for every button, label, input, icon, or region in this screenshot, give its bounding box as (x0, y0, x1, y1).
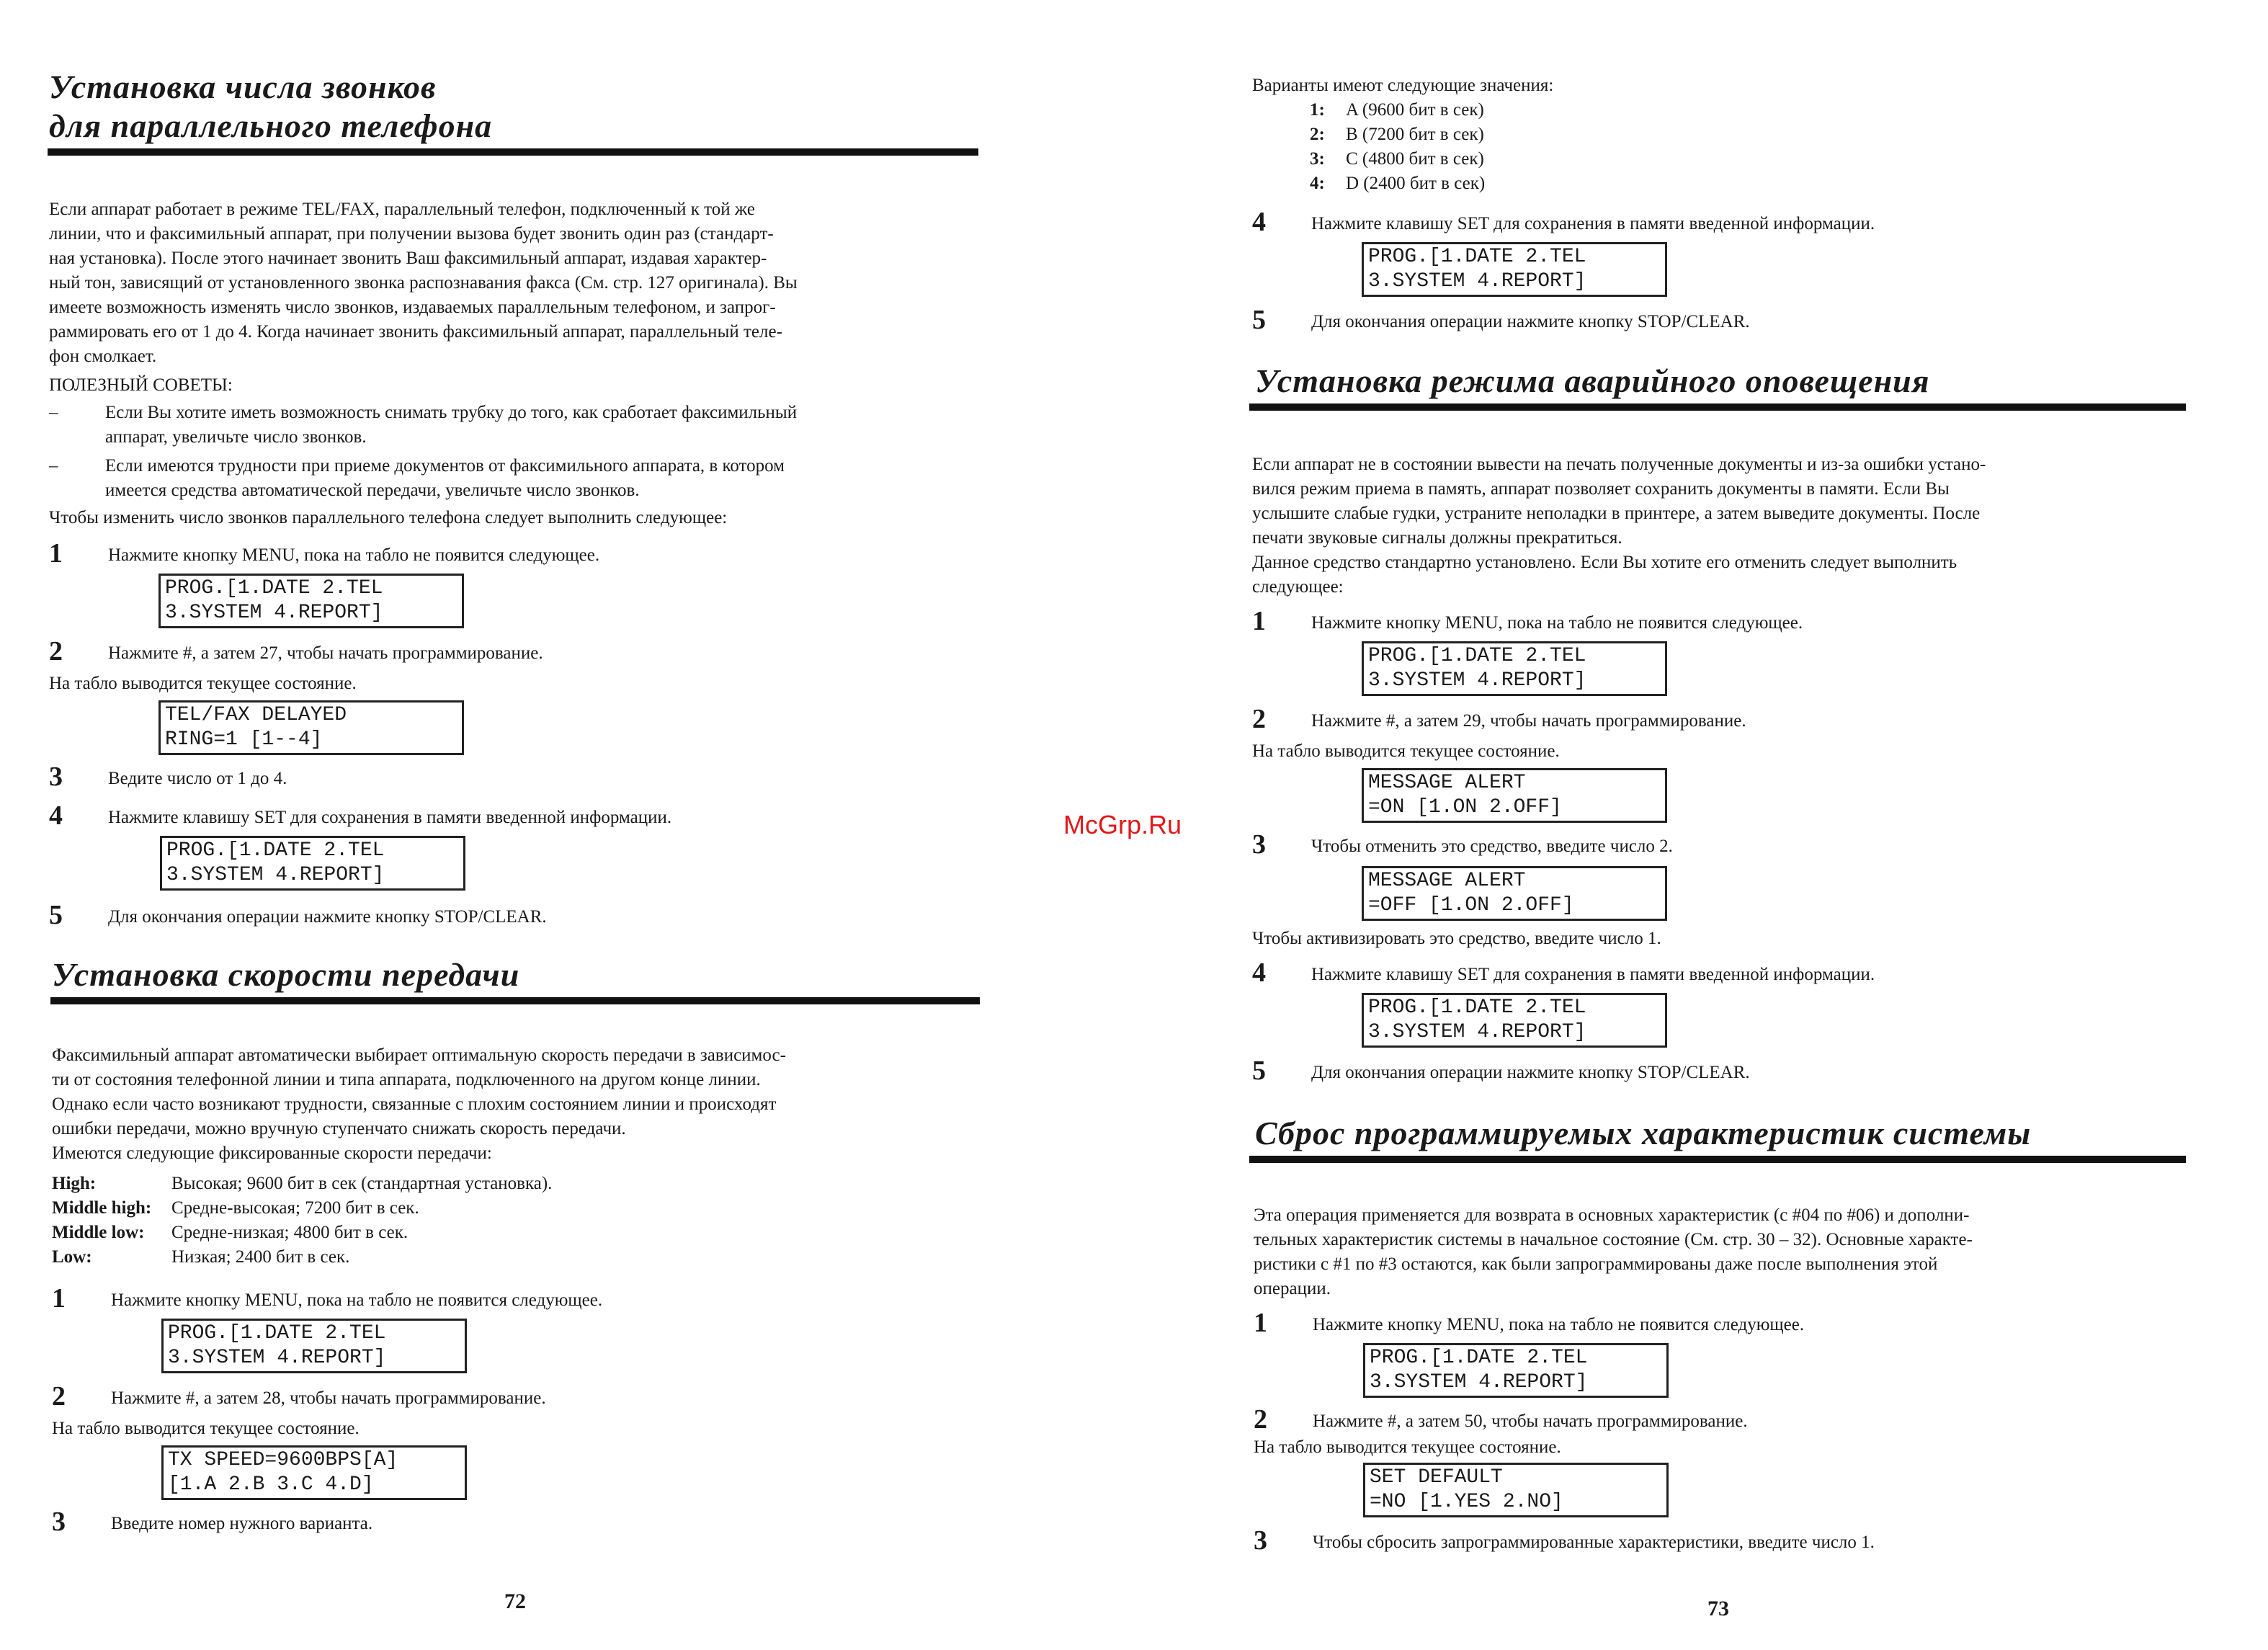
title-rule (50, 997, 980, 1004)
speed-key: High: (52, 1174, 97, 1193)
variant-key: 3: (1310, 149, 1325, 169)
step-text: Нажмите клавишу SET для сохранения в памяти введенной информации. (1311, 965, 1875, 984)
step-text: Нажмите #, а затем 27, чтобы начать программирование. (108, 643, 543, 663)
step-number: 3 (52, 1507, 66, 1537)
variant-key: 1: (1310, 100, 1325, 120)
step-number: 5 (1252, 305, 1266, 335)
alert-paragraph: Если аппарат не в состоянии вывести на печать полученные документы и из-за ошибки устано- вился режим приема в память, аппарат позволяет сохранить документы в памяти. Если Вы услышите слабые гудки, устраните неполадки в принтере, а затем выведите документы. После печати звуковые сигналы должны прекратиться. Данное средство стандартно установлено. Если Вы хотите его отменить следует выполнить следующее: (1252, 455, 1986, 597)
variant-value: C (4800 бит в сек) (1346, 149, 1484, 169)
title-rule (1249, 1156, 2186, 1163)
step-text: Нажмите #, а затем 50, чтобы начать программирование. (1313, 1412, 1748, 1431)
step-text: Нажмите клавишу SET для сохранения в памяти введенной информации. (1311, 214, 1875, 233)
step-text: Нажмите кнопку MENU, пока на табло не появится следующее. (111, 1290, 603, 1310)
section-title-rings-line2: для параллельного телефона (49, 107, 493, 144)
status-line: На табло выводится текущее состояние. (52, 1419, 360, 1438)
step-number: 4 (49, 801, 63, 831)
step-text: Для окончания операции нажмите кнопку STOP/CLEAR. (108, 907, 547, 927)
speed-value: Высокая; 9600 бит в сек (стандартная установка). (171, 1174, 553, 1193)
step-number: 1 (49, 538, 63, 568)
reset-paragraph: Эта операция применяется для возврата в основных характеристик (с #04 по #06) и дополни- тельных характеристик системы в начальное состояние (См. стр. 30 – 32). Основные характе- ристики с #1 по #3 остаются, как были запрограммированы даже после выполнения этой операции. (1254, 1205, 1973, 1298)
lcd-display: MESSAGE ALERT =OFF [1.ON 2.OFF] (1362, 866, 1667, 921)
step-text: Нажмите кнопку MENU, пока на табло не появится следующее. (1313, 1315, 1805, 1334)
status-line: На табло выводится текущее состояние. (1252, 741, 1560, 761)
activate-line: Чтобы активизировать это средство, введите число 1. (1252, 929, 1661, 948)
lcd-display: PROG.[1.DATE 2.TEL 3.SYSTEM 4.REPORT] (160, 836, 465, 891)
speed-paragraph: Факсимильный аппарат автоматически выбирает оптимальную скорость передачи в зависимос- ти от состояния телефонной линии и типа аппарата, подключенного на другом конце линии. Однако если часто возникают трудности, связанные с плохим состоянием линии и происходят ошибки передачи, можно вручную ступенчато снижать скорость передачи. Имеются следующие фиксированные скорости передачи: (52, 1045, 786, 1163)
speed-key: Middle high: (52, 1198, 152, 1218)
watermark: McGrp.Ru (1063, 810, 1182, 839)
speed-value: Низкая; 2400 бит в сек. (171, 1247, 350, 1267)
tip-item: Если Вы хотите иметь возможность снимать трубку до того, как сработает факсимильный аппарат, увеличьте число звонков. (105, 403, 798, 447)
speed-key: Middle low: (52, 1223, 145, 1242)
step-number: 2 (52, 1381, 66, 1412)
lcd-display: TEL/FAX DELAYED RING=1 [1--4] (159, 700, 464, 755)
lcd-display: MESSAGE ALERT =ON [1.ON 2.OFF] (1362, 768, 1667, 823)
step-text: Нажмите #, а затем 29, чтобы начать программирование. (1311, 711, 1746, 731)
step-text: Для окончания операции нажмите кнопку STOP/CLEAR. (1311, 312, 1750, 331)
step-number: 5 (1252, 1056, 1266, 1086)
section-title-alert: Установка режима аварийного оповещения (1255, 362, 1930, 399)
step-text: Введите номер нужного варианта. (111, 1514, 373, 1533)
title-rule (48, 148, 978, 156)
lcd-display: PROG.[1.DATE 2.TEL 3.SYSTEM 4.REPORT] (1362, 641, 1667, 696)
step-number: 1 (1254, 1308, 1267, 1338)
tip-dash: – (49, 403, 58, 422)
lcd-display: PROG.[1.DATE 2.TEL 3.SYSTEM 4.REPORT] (1362, 993, 1667, 1048)
title-rule (1249, 403, 2186, 411)
step-text: Нажмите #, а затем 28, чтобы начать программирование. (111, 1388, 546, 1408)
status-line: На табло выводится текущее состояние. (1254, 1437, 1561, 1457)
page-number: 72 (504, 1589, 526, 1613)
step-number: 1 (1252, 606, 1266, 636)
section-title-rings-line1: Установка числа звонков (49, 68, 437, 105)
right-page (1134, 0, 2268, 1650)
variant-key: 4: (1310, 174, 1325, 193)
lcd-display: PROG.[1.DATE 2.TEL 3.SYSTEM 4.REPORT] (1362, 242, 1667, 297)
tip-item: Если имеются трудности при приеме документов от факсимильного аппарата, в котором имеется средства автоматической передачи, увеличьте число звонков. (105, 456, 785, 500)
variant-value: B (7200 бит в сек) (1346, 125, 1484, 144)
intro-paragraph: Если аппарат работает в режиме TEL/FAX, параллельный телефон, подключенный к той же линии, что и факсимильный аппарат, при получении вызова будет звонить один раз (стандарт- ная установка). После этого начинает звонить Ваш факсимильный аппарат, издавая характер- ный тон, зависящий от установленного звонка распознавания факса (См. стр. 127 оригинала). Вы имеете возможность изменять число звонков, издаваемых параллельным телефоном, и запрог- раммировать его от 1 до 4. Когда начинает звонить факсимильный аппарат, параллельный теле- фон смолкает. (49, 200, 798, 366)
page-number: 73 (1707, 1597, 1729, 1620)
lcd-display: PROG.[1.DATE 2.TEL 3.SYSTEM 4.REPORT] (1363, 1343, 1669, 1398)
step-number: 3 (1252, 829, 1266, 860)
step-number: 5 (49, 900, 63, 930)
step-text: Ведите число от 1 до 4. (108, 769, 287, 788)
step-number: 4 (1252, 207, 1266, 237)
speed-value: Средне-высокая; 7200 бит в сек. (171, 1198, 419, 1218)
step-number: 2 (1254, 1404, 1267, 1435)
section-title-speed: Установка скорости передачи (52, 956, 520, 993)
step-text: Чтобы отменить это средство, введите число 2. (1311, 837, 1673, 856)
status-line: На табло выводится текущее состояние. (49, 674, 357, 693)
step-number: 2 (49, 636, 63, 666)
tips-heading: ПОЛЕЗНЫЙ СОВЕТЫ: (49, 375, 233, 395)
lcd-display: PROG.[1.DATE 2.TEL 3.SYSTEM 4.REPORT] (159, 574, 464, 628)
step-text: Нажмите кнопку MENU, пока на табло не появится следующее. (108, 545, 600, 565)
instruction-line: Чтобы изменить число звонков параллельного телефона следует выполнить следующее: (49, 508, 728, 527)
step-text: Нажмите кнопку MENU, пока на табло не появится следующее. (1311, 613, 1803, 633)
section-title-reset: Сброс программируемых характеристик системы (1255, 1115, 2032, 1151)
speed-value: Средне-низкая; 4800 бит в сек. (171, 1223, 408, 1242)
lcd-display: PROG.[1.DATE 2.TEL 3.SYSTEM 4.REPORT] (161, 1319, 467, 1373)
tip-dash: – (49, 456, 58, 476)
variant-key: 2: (1310, 125, 1325, 144)
step-text: Нажмите клавишу SET для сохранения в памяти введенной информации. (108, 808, 672, 827)
speed-key: Low: (52, 1247, 92, 1267)
step-number: 3 (49, 762, 63, 792)
variants-heading: Варианты имеют следующие значения: (1252, 76, 1554, 95)
step-text: Чтобы сбросить запрограммированные характеристики, введите число 1. (1313, 1533, 1875, 1552)
lcd-display: TX SPEED=9600BPS[A] [1.A 2.B 3.C 4.D] (161, 1445, 467, 1500)
step-number: 3 (1254, 1525, 1267, 1556)
step-number: 1 (52, 1283, 66, 1314)
variant-value: A (9600 бит в сек) (1346, 100, 1484, 120)
variant-value: D (2400 бит в сек) (1346, 174, 1486, 193)
step-text: Для окончания операции нажмите кнопку STOP/CLEAR. (1311, 1063, 1750, 1082)
lcd-display: SET DEFAULT =NO [1.YES 2.NO] (1363, 1463, 1669, 1517)
step-number: 2 (1252, 704, 1266, 734)
step-number: 4 (1252, 958, 1266, 988)
